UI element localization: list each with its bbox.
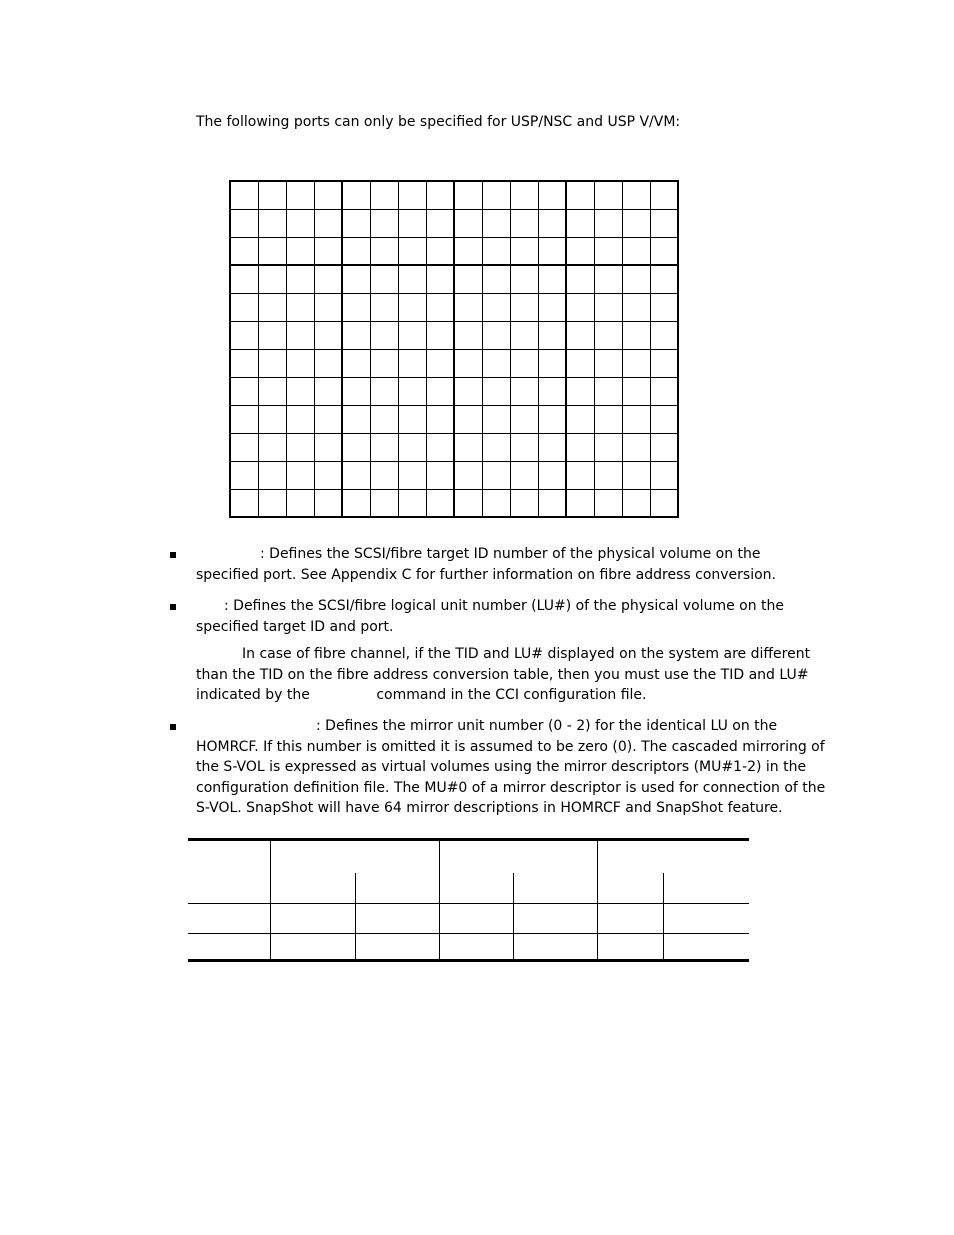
port-grid-cell (342, 237, 370, 265)
port-grid-cell (426, 489, 454, 517)
port-grid-cell (454, 489, 482, 517)
port-grid-cell (230, 461, 258, 489)
port-grid-cell (258, 209, 286, 237)
port-grid-cell (594, 461, 622, 489)
port-grid-cell (258, 237, 286, 265)
port-grid-cell (650, 209, 678, 237)
port-grid-cell (370, 433, 398, 461)
port-grid-cell (566, 405, 594, 433)
port-grid-cell (286, 349, 314, 377)
port-grid-cell (342, 209, 370, 237)
port-grid-row (230, 209, 678, 237)
port-grid-cell (594, 181, 622, 209)
port-grid-cell (370, 265, 398, 293)
port-grid-cell (510, 377, 538, 405)
port-grid-cell (538, 293, 566, 321)
fibre-note-part1: In case of fibre channel, if the TID and LU# displayed on the system are different than the TID on the fibre address conversion table, then you must use the TID and LU# indicated by the (196, 646, 811, 703)
port-grid-cell (454, 405, 482, 433)
port-grid-cell (258, 405, 286, 433)
bullet-lun-desc: : Defines the SCSI/fibre logical unit number (LU#) of the physical volume on the specified target ID and port. (196, 598, 785, 635)
table-subcol-rule (513, 873, 514, 959)
port-grid-cell (230, 433, 258, 461)
table-subcol-rule (355, 873, 356, 959)
port-grid-cell (314, 293, 342, 321)
port-grid-cell (230, 349, 258, 377)
port-grid-cell (398, 489, 426, 517)
port-grid-cell (482, 237, 510, 265)
port-grid-cell (622, 489, 650, 517)
port-grid-cell (510, 489, 538, 517)
port-grid-cell (594, 377, 622, 405)
port-grid-cell (566, 321, 594, 349)
port-grid-cell (650, 377, 678, 405)
port-grid-row (230, 293, 678, 321)
port-grid-cell (650, 293, 678, 321)
port-grid-cell (426, 433, 454, 461)
port-grid-cell (454, 293, 482, 321)
port-grid-cell (566, 293, 594, 321)
port-grid-cell (342, 321, 370, 349)
port-grid-cell (258, 293, 286, 321)
port-grid-cell (286, 293, 314, 321)
port-grid-cell (370, 489, 398, 517)
port-grid-cell (314, 377, 342, 405)
port-grid-cell (454, 209, 482, 237)
fibre-note (196, 644, 826, 706)
port-grid-cell (258, 489, 286, 517)
port-grid-cell (566, 237, 594, 265)
port-grid-cell (286, 237, 314, 265)
port-table (229, 180, 679, 518)
port-grid-cell (258, 181, 286, 209)
port-grid-cell (370, 209, 398, 237)
port-grid-cell (258, 265, 286, 293)
port-grid-cell (538, 461, 566, 489)
port-grid-cell (286, 181, 314, 209)
port-grid-cell (286, 405, 314, 433)
port-grid-cell (482, 433, 510, 461)
port-grid-cell (454, 265, 482, 293)
port-grid-cell (398, 181, 426, 209)
port-grid-cell (650, 489, 678, 517)
port-grid-cell (370, 293, 398, 321)
table-row-rule (188, 933, 749, 934)
port-grid-cell (230, 237, 258, 265)
port-grid-cell (230, 181, 258, 209)
port-grid-cell (286, 321, 314, 349)
port-grid-cell (566, 461, 594, 489)
port-grid-cell (426, 321, 454, 349)
port-grid-cell (370, 349, 398, 377)
port-grid-row (230, 433, 678, 461)
port-grid-cell (510, 349, 538, 377)
port-grid-cell (398, 237, 426, 265)
port-grid-cell (258, 377, 286, 405)
port-grid-cell (622, 433, 650, 461)
port-grid-cell (398, 265, 426, 293)
port-grid-cell (370, 377, 398, 405)
port-grid-row (230, 489, 678, 517)
port-grid-cell (454, 321, 482, 349)
port-grid-cell (342, 349, 370, 377)
port-grid-cell (622, 265, 650, 293)
port-grid-cell (342, 489, 370, 517)
port-grid-cell (426, 377, 454, 405)
port-grid-cell (286, 461, 314, 489)
port-grid-cell (566, 489, 594, 517)
port-grid-cell (510, 321, 538, 349)
port-grid-cell (230, 405, 258, 433)
fibre-note-part2: command in the CCI configuration file. (376, 687, 647, 703)
port-grid-cell (314, 349, 342, 377)
port-grid-cell (286, 265, 314, 293)
port-grid-cell (454, 237, 482, 265)
bullet-marker-tid (170, 552, 176, 558)
port-grid-cell (230, 265, 258, 293)
port-grid-cell (426, 293, 454, 321)
port-grid-cell (622, 237, 650, 265)
port-grid-cell (426, 461, 454, 489)
port-grid-cell (482, 265, 510, 293)
port-grid-cell (426, 265, 454, 293)
port-grid-cell (426, 181, 454, 209)
port-grid-cell (510, 405, 538, 433)
port-grid-cell (342, 461, 370, 489)
port-grid-cell (650, 405, 678, 433)
port-grid-cell (258, 433, 286, 461)
port-grid-cell (538, 209, 566, 237)
port-grid-cell (566, 181, 594, 209)
port-grid-cell (482, 181, 510, 209)
port-grid-cell (622, 293, 650, 321)
bullet-tid-desc: : Defines the SCSI/fibre target ID number of the physical volume on the specified port. See Appendix C for further information on fibre address conversion. (196, 546, 776, 583)
port-grid-cell (594, 349, 622, 377)
port-grid-cell (482, 321, 510, 349)
port-grid-cell (650, 237, 678, 265)
port-grid-row (230, 237, 678, 265)
port-grid-cell (622, 181, 650, 209)
port-grid-cell (314, 405, 342, 433)
port-grid-cell (650, 265, 678, 293)
port-grid-cell (342, 377, 370, 405)
port-grid-cell (510, 209, 538, 237)
port-grid-cell (314, 237, 342, 265)
port-grid-cell (594, 405, 622, 433)
port-grid-cell (286, 377, 314, 405)
port-grid-cell (566, 265, 594, 293)
port-grid-cell (258, 461, 286, 489)
table-subcol-rule (663, 873, 664, 959)
port-grid-cell (370, 237, 398, 265)
bullet-marker-mu (170, 724, 176, 730)
bullet-mu-desc: : Defines the mirror unit number (0 - 2) for the identical LU on the HOMRCF. If this number is omitted it is assumed to be zero (0). The cascaded mirroring of the S-VOL is expressed as virtual volumes using the mirror descriptors (MU#1-2) in the configuration definition file. The MU#0 of a mirror descriptor is used for connection of the S-VOL. SnapShot will have 64 mirror descriptions in HOMRCF and SnapShot feature. (196, 718, 826, 816)
table-col-rule (597, 841, 598, 959)
bullet-tid-text (196, 544, 826, 585)
port-grid-cell (650, 349, 678, 377)
port-grid-cell (482, 405, 510, 433)
port-grid-cell (230, 321, 258, 349)
port-grid-cell (538, 321, 566, 349)
port-grid-cell (482, 293, 510, 321)
port-grid-cell (622, 405, 650, 433)
bullet-marker-lun (170, 604, 176, 610)
port-grid-cell (538, 237, 566, 265)
port-grid-row (230, 349, 678, 377)
port-grid-cell (314, 461, 342, 489)
bullet-mu-text (196, 716, 826, 819)
port-grid-cell (510, 461, 538, 489)
bullet-lun-text (196, 596, 826, 637)
port-grid-cell (286, 433, 314, 461)
port-grid-cell (594, 293, 622, 321)
port-grid-cell (510, 237, 538, 265)
port-grid-cell (482, 377, 510, 405)
port-grid-cell (454, 433, 482, 461)
port-grid-cell (398, 209, 426, 237)
table-col-rule (439, 841, 440, 959)
port-grid-cell (566, 433, 594, 461)
port-grid-cell (650, 321, 678, 349)
port-grid-cell (594, 265, 622, 293)
port-grid-cell (482, 489, 510, 517)
port-grid-cell (398, 293, 426, 321)
port-grid-cell (398, 405, 426, 433)
port-grid-cell (594, 237, 622, 265)
port-grid-cell (398, 433, 426, 461)
port-grid-cell (314, 265, 342, 293)
port-grid-cell (426, 237, 454, 265)
table-col-rule (270, 841, 271, 959)
port-grid-cell (510, 293, 538, 321)
port-grid-cell (454, 181, 482, 209)
port-grid-row (230, 265, 678, 293)
port-grid-row (230, 461, 678, 489)
port-grid-cell (286, 209, 314, 237)
port-grid-cell (482, 349, 510, 377)
port-grid-cell (454, 377, 482, 405)
port-grid-cell (370, 321, 398, 349)
port-grid-cell (426, 209, 454, 237)
port-grid-cell (538, 377, 566, 405)
port-grid-cell (314, 489, 342, 517)
port-grid-cell (426, 349, 454, 377)
port-grid-cell (454, 461, 482, 489)
port-grid-cell (650, 461, 678, 489)
port-grid-cell (538, 405, 566, 433)
port-grid-cell (426, 405, 454, 433)
table-header-rule (188, 903, 749, 904)
port-grid-cell (482, 209, 510, 237)
port-grid-cell (594, 433, 622, 461)
port-grid-cell (538, 349, 566, 377)
port-grid-cell (398, 321, 426, 349)
port-grid-cell (538, 265, 566, 293)
port-grid-cell (566, 377, 594, 405)
port-grid-cell (286, 489, 314, 517)
port-grid-cell (314, 209, 342, 237)
port-grid-cell (314, 321, 342, 349)
port-grid-cell (566, 349, 594, 377)
port-grid-cell (258, 321, 286, 349)
port-grid-cell (370, 405, 398, 433)
port-grid-cell (650, 181, 678, 209)
port-grid-cell (230, 377, 258, 405)
port-grid-cell (230, 209, 258, 237)
port-grid-cell (398, 461, 426, 489)
port-grid-cell (622, 321, 650, 349)
port-grid-cell (622, 461, 650, 489)
port-grid-cell (314, 433, 342, 461)
port-grid-cell (342, 181, 370, 209)
port-grid-cell (510, 265, 538, 293)
intro-text: The following ports can only be specified for USP/NSC and USP V/VM: (196, 114, 681, 130)
port-grid-cell (258, 349, 286, 377)
port-grid-cell (342, 433, 370, 461)
port-grid-cell (510, 433, 538, 461)
port-grid-cell (398, 377, 426, 405)
port-grid-cell (454, 349, 482, 377)
port-grid-cell (622, 209, 650, 237)
port-grid-cell (398, 349, 426, 377)
port-grid-cell (230, 489, 258, 517)
port-grid-cell (314, 181, 342, 209)
port-grid-row (230, 377, 678, 405)
port-grid-cell (510, 181, 538, 209)
port-grid-cell (342, 293, 370, 321)
port-grid-cell (230, 293, 258, 321)
port-grid-row (230, 405, 678, 433)
port-grid-row (230, 321, 678, 349)
port-grid-cell (594, 489, 622, 517)
port-grid-cell (370, 181, 398, 209)
port-grid-cell (538, 181, 566, 209)
port-grid-cell (594, 209, 622, 237)
port-grid-cell (342, 405, 370, 433)
port-grid-cell (566, 209, 594, 237)
port-grid-cell (650, 433, 678, 461)
port-grid-row (230, 181, 678, 209)
port-grid-cell (370, 461, 398, 489)
port-grid-cell (482, 461, 510, 489)
port-grid-cell (594, 321, 622, 349)
port-grid-cell (342, 265, 370, 293)
port-grid-cell (622, 377, 650, 405)
mirror-descriptor-table (188, 838, 749, 962)
port-grid-cell (538, 433, 566, 461)
port-grid-cell (538, 489, 566, 517)
port-grid-cell (622, 349, 650, 377)
